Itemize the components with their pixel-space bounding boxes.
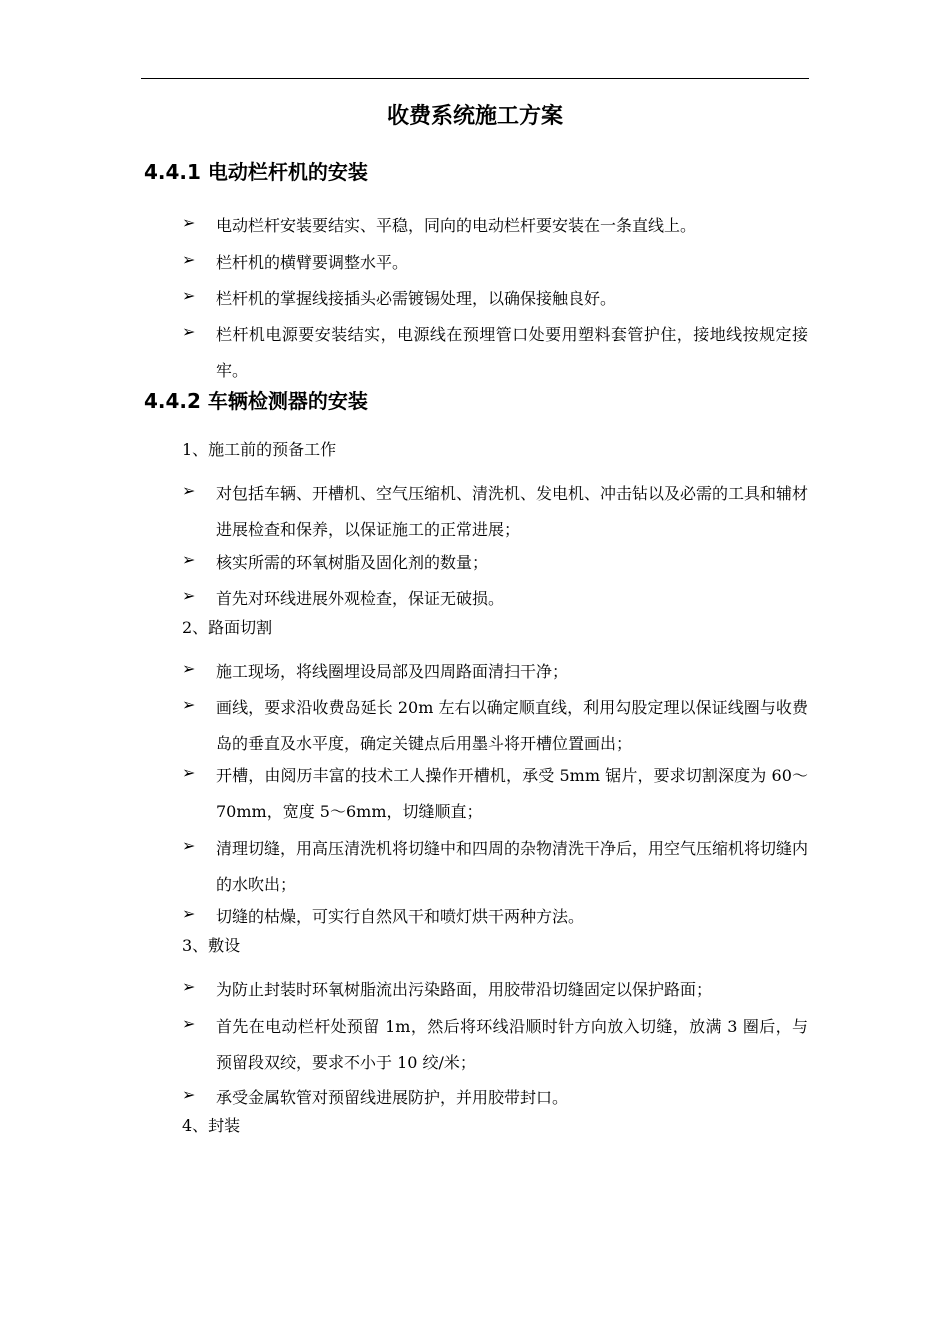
document-page: 收费系统施工方案 4.4.1 电动栏杆机的安装 ➢ 电动栏杆安装要结实、平稳，同向的电动栏杆要安装在一条直线上。 ➢ 栏杆机的横臂要调整水平。 ➢ 栏杆机的掌握线接插头必需镀锡处理，以确保接触良好。 ➢ 栏杆机电源要安装结实，电源线在预埋管口处要用塑料套管护住，接地线按规定接牢。 4.4.2 车辆检测器的安装 1、施工前的预备工作 ➢ 对包括车辆、开槽机、空气压缩机、清洗机、发电机、冲击钻以及必需的工具和辅材进展检查和保养，以保证施工的正常进展； ➢ 核实所需的环氧树脂及固化剂的数量； ➢ 首先对环线进展外观检查，保证无破损。 2、路面切割 ➢ 施工现场，将线圈埋设局部及四周路面清扫干净； ➢ 画线，要求沿收费岛延长 20m 左右以确定顺直线，利用勾股定理以保证线圈与收费岛的垂直及水平度，确定关键点后用墨斗将开槽位置画出； ➢ 开槽，由阅历丰富的技术工人操作开槽机，承受 5mm 锯片，要求切割深度为 60～70mm，宽度 5～6mm，切缝顺直； ➢ 清理切缝，用高压清洗机将切缝中和四周的杂物清洗干净后，用空气压缩机将切缝内的水吹出； ➢ 切缝的枯燥，可实行自然风干和喷灯烘干两种方法。 3、敷设 ➢ 为防止封装时环氧树脂流出污染路面，用胶带沿切缝固定以保护路面； ➢ 首先在电动栏杆处预留 1m，然后将环线沿顺时针方向放入切缝，放满 3 圈后，与预留段双绞，要求不小于 10 绞/米； ➢ 承受金属软管对预留线进展防护，并用胶带封口。 4、封装 [0,0,950,1344]
bullet-arrow-icon: ➢ [182,977,196,996]
bullet-arrow-icon: ➢ [182,250,196,269]
bullet-arrow-icon: ➢ [182,1085,196,1104]
bullet-arrow-icon: ➢ [182,286,196,305]
bullet-arrow-icon: ➢ [182,586,196,605]
bullet-arrow-icon: ➢ [182,550,196,569]
section-heading-4-4-2: 4.4.2 车辆检测器的安装 [144,389,368,413]
bullet-arrow-icon: ➢ [182,322,196,341]
step-label-3: 3、敷设 [182,936,241,955]
header-rule [141,78,809,79]
step-label-4: 4、封装 [182,1116,241,1135]
step-label-1: 1、施工前的预备工作 [182,440,337,459]
bullet-arrow-icon: ➢ [182,836,196,855]
bullet-arrow-icon: ➢ [182,213,196,232]
bullet-arrow-icon: ➢ [182,481,196,500]
bullet-arrow-icon: ➢ [182,695,196,714]
bullet-arrow-icon: ➢ [182,659,196,678]
document-title: 收费系统施工方案 [386,104,563,129]
bullet-arrow-icon: ➢ [182,763,196,782]
step-label-2: 2、路面切割 [182,618,273,637]
bullet-arrow-icon: ➢ [182,904,196,923]
section-heading-4-4-1: 4.4.1 电动栏杆机的安装 [144,160,368,184]
bullet-arrow-icon: ➢ [182,1014,196,1033]
